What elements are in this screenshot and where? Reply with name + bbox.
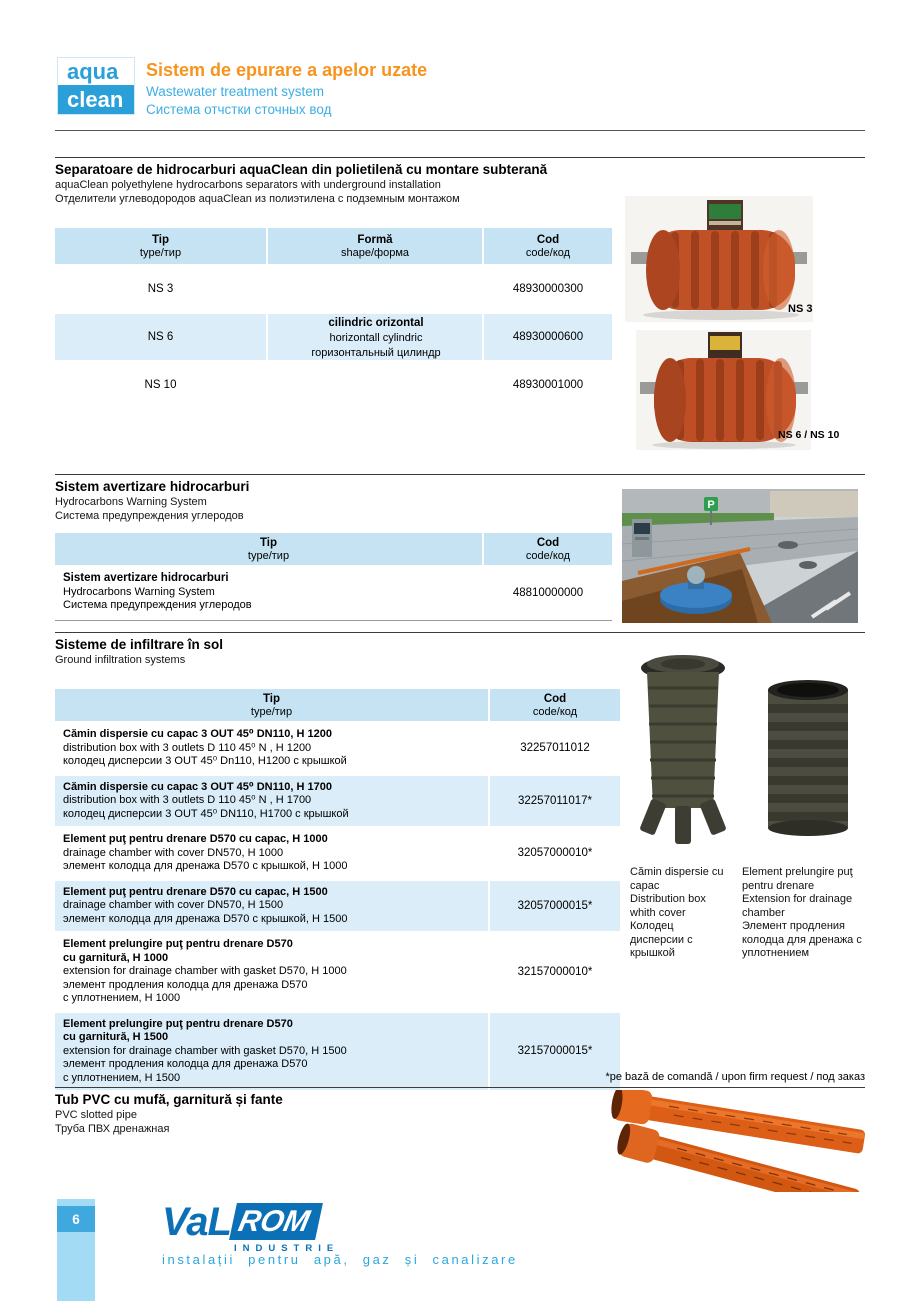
column-header-cod: Cod code/код bbox=[484, 228, 612, 266]
cell-cod: 48930001000 bbox=[484, 362, 612, 410]
column-header-forma: Formă shape/форма bbox=[268, 228, 484, 266]
column-header-tip: Tip type/тир bbox=[55, 689, 490, 723]
page-subtitle-en: Wastewater treatment system bbox=[146, 84, 325, 99]
section-title: Sisteme de infiltrare în sol bbox=[55, 637, 224, 652]
infiltration-table bbox=[55, 689, 620, 1092]
cell-cod: 32257011012 bbox=[490, 723, 620, 776]
section-subtitle-ru: Труба ПВХ дренажная bbox=[55, 1123, 170, 1135]
cell-cod: 32057000010* bbox=[490, 828, 620, 881]
logo-aqua-text: aqua bbox=[58, 58, 134, 85]
aquaclean-logo bbox=[57, 57, 135, 115]
cell-description: Element puţ pentru drenare D570 cu capac, H 1500 drainage chamber with cover DN570, H 1500 элемент колодца для дренажа D570 с крышкой, H 1500 bbox=[55, 881, 490, 934]
table-row bbox=[55, 933, 620, 1013]
column-header-tip: Tip type/тир bbox=[55, 228, 268, 266]
warning-system-illustration bbox=[622, 489, 858, 623]
cell-tip: NS 3 bbox=[55, 266, 268, 314]
valrom-logo bbox=[162, 1202, 339, 1254]
section-subtitle-ru: Отделители углеводородов aquaClean из полиэтилена с подземным монтажом bbox=[55, 193, 460, 205]
extension-element-image bbox=[758, 676, 858, 838]
section-infiltration-header bbox=[55, 632, 865, 666]
cell-cod: 32157000015* bbox=[490, 1013, 620, 1093]
distribution-box-image bbox=[633, 650, 733, 855]
cell-description: Element prelungire puţ pentru drenare D570 cu garnitură, H 1000 extension for drainage chamber with gasket D570, H 1000 элемент продления колодца для дренажа D570 с уплотнением, H 1000 bbox=[55, 933, 490, 1013]
table-row bbox=[55, 828, 620, 881]
cell-description: Sistem avertizare hidrocarburi Hydrocarbons Warning System Система предупреждения углеродов bbox=[55, 567, 484, 620]
footer-tagline: instalații pentru apă, gaz și canalizare bbox=[162, 1252, 518, 1267]
table-row bbox=[55, 723, 620, 776]
table-row bbox=[55, 776, 620, 829]
extension-element-caption: Element prelungire puţ pentru drenare Extension for drainage chamber Элемент продления колодца для дренажа с уплотнением bbox=[742, 866, 862, 959]
section-subtitle-en: Hydrocarbons Warning System bbox=[55, 496, 207, 508]
cell-cod: 32257011017* bbox=[490, 776, 620, 829]
ns3-separator-image bbox=[625, 196, 813, 322]
cell-cod: 32157000010* bbox=[490, 933, 620, 1013]
section-title: Tub PVC cu mufă, garnitură și fante bbox=[55, 1092, 283, 1107]
section-subtitle-en: Ground infiltration systems bbox=[55, 654, 186, 666]
column-header-cod: Cod code/код bbox=[484, 533, 612, 567]
distribution-box-caption: Cămin dispersie cu capac Distribution box whith cover Колодец дисперсии с крышкой bbox=[630, 866, 724, 959]
table-header-row bbox=[55, 689, 620, 723]
cell-cod: 48930000600 bbox=[484, 314, 612, 362]
valrom-logo-industrie: INDUSTRIE bbox=[234, 1243, 340, 1254]
section-subtitle-en: PVC slotted pipe bbox=[55, 1109, 137, 1121]
ns6-ns10-image-label: NS 6 / NS 10 bbox=[778, 429, 840, 441]
logo-clean-text: clean bbox=[58, 85, 134, 114]
section-subtitle-ru: Система предупреждения углеродов bbox=[55, 510, 244, 522]
cell-description: Cămin dispersie cu capac 3 OUT 45⁰ DN110, H 1700 distribution box with 3 outlets D 110 45⁰ N , H 1700 колодец дисперсии 3 OUT 45⁰ DN110, H1700 с крышкой bbox=[55, 776, 490, 829]
page-number: 6 bbox=[57, 1206, 95, 1232]
section-title: Sistem avertizare hidrocarburi bbox=[55, 479, 250, 494]
column-header-cod: Cod code/код bbox=[490, 689, 620, 723]
ns3-image-label: NS 3 bbox=[788, 303, 813, 315]
cell-description: Element puţ pentru drenare D570 cu capac, H 1000 drainage chamber with cover DN570, H 1000 элемент колодца для дренажа D570 с крышкой, H 1000 bbox=[55, 828, 490, 881]
shape-merged-cell: cilindric orizontal horizontall cylindric горизонтальный цилиндр bbox=[311, 316, 441, 359]
column-header-tip: Tip type/тир bbox=[55, 533, 484, 567]
page-subtitle-ru: Система отчстки сточных вод bbox=[146, 102, 332, 117]
cell-cod: 48810000000 bbox=[484, 567, 612, 620]
cell-cod: 32057000015* bbox=[490, 881, 620, 934]
separators-table bbox=[55, 228, 612, 410]
table-row bbox=[55, 881, 620, 934]
section-title: Separatoare de hidrocarburi aquaClean din polietilenă cu montare subterană bbox=[55, 162, 548, 177]
page-header bbox=[146, 60, 427, 117]
valrom-logo-wordmark bbox=[162, 1202, 339, 1242]
table-header-row bbox=[55, 228, 612, 266]
pvc-pipes-image bbox=[597, 1090, 875, 1192]
cell-description: Element prelungire puţ pentru drenare D570 cu garnitură, H 1500 extension for drainage chamber with gasket D570, H 1500 элемент продления колодца для дренажа D570 с уплотнением, H 1500 bbox=[55, 1013, 490, 1093]
table-header-row bbox=[55, 533, 612, 567]
warning-table bbox=[55, 533, 612, 621]
table-row-warning-system bbox=[55, 567, 612, 620]
cell-tip: NS 10 bbox=[55, 362, 268, 410]
page-title: Sistem de epurare a apelor uzate bbox=[146, 60, 428, 80]
valrom-logo-rom: ROM bbox=[229, 1203, 323, 1240]
order-footnote: *pe bază de comandă / upon firm request / под заказ bbox=[605, 1071, 865, 1083]
cell-tip: NS 6 bbox=[55, 314, 268, 362]
svg-text:P: P bbox=[707, 499, 715, 511]
cell-description: Cămin dispersie cu capac 3 OUT 45⁰ DN110, H 1200 distribution box with 3 outlets D 110 45⁰ N , H 1200 колодец дисперсии 3 OUT 45⁰ Dn110, H1200 с крышкой bbox=[55, 723, 490, 776]
header-divider bbox=[55, 130, 865, 131]
valrom-logo-val: VaL bbox=[162, 1200, 231, 1244]
section-subtitle-en: aquaClean polyethylene hydrocarbons separators with underground installation bbox=[55, 179, 441, 191]
cell-cod: 48930000300 bbox=[484, 266, 612, 314]
